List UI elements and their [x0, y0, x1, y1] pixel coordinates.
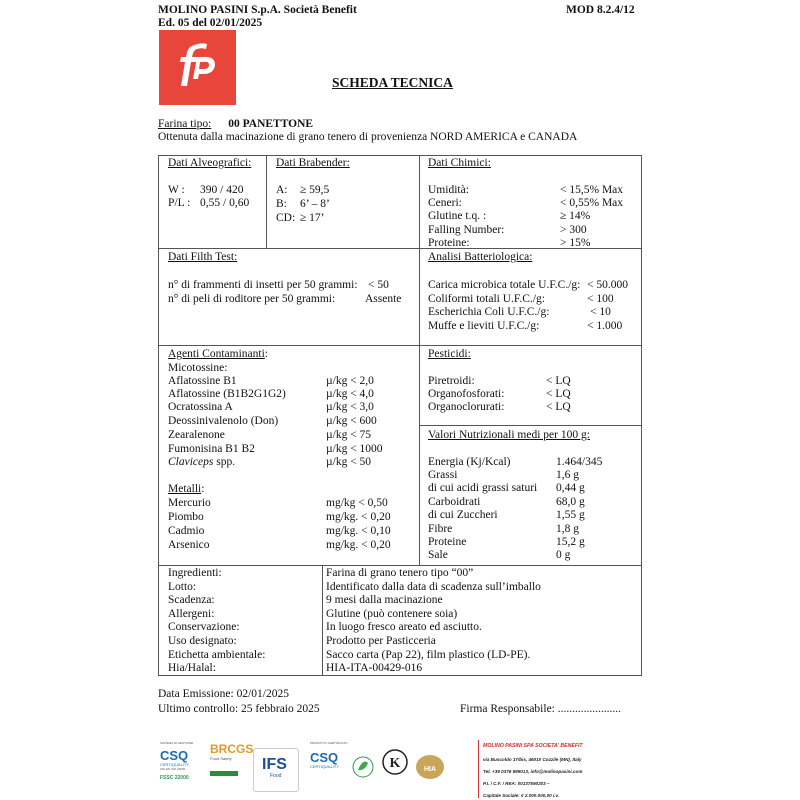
product-type-value: 00 PANETTONE: [228, 118, 314, 130]
ingredienti-label: Lotto:: [168, 581, 197, 593]
nutrizionale-value: 1,6 g: [556, 469, 579, 481]
contaminante-value: µ/kg < 50: [326, 456, 372, 468]
nutrizionale-value: 0 g: [556, 549, 571, 561]
nutrizionale-value: 1,8 g: [556, 523, 579, 535]
nutrizionale-label: Energia (Kj/Kcal): [428, 456, 511, 468]
pesticidi-title: Pesticidi:: [428, 348, 471, 360]
csqa-logo: PRODOTTO CERTIFICATO CSQ CERTIQUALITY: [310, 741, 348, 769]
nutrizionale-label: di cui acidi grassi saturi: [428, 482, 538, 494]
product-type-label: Farina tipo:: [158, 118, 212, 130]
batteriologica-label: Coliformi totali U.F.C./g:: [428, 293, 545, 305]
svg-text:K: K: [389, 756, 401, 771]
ingredienti-value: Farina di grano tenero tipo “00”: [326, 567, 474, 579]
chimici-label: Glutine t.q. :: [428, 210, 487, 222]
ingredienti-value: Glutine (può contenere soia): [326, 608, 458, 620]
batteriologica-value: < 10: [590, 306, 611, 318]
footer-company-info: [483, 742, 583, 800]
leaf-icon: [352, 755, 374, 785]
kosher-icon: [380, 748, 410, 778]
batteriologica-value: < 100: [587, 293, 614, 305]
metallo-value: mg/kg. < 0,20: [326, 511, 391, 523]
filth-label: n° di peli di roditore per 50 grammi:: [168, 293, 336, 305]
company-logo: [159, 30, 236, 105]
chimici-label: Proteine:: [428, 237, 470, 249]
product-type: [158, 118, 313, 131]
chimici-value: ≥ 14%: [560, 210, 591, 222]
chimici-title: Dati Chimici:: [428, 157, 491, 169]
hia-logo: [413, 752, 447, 792]
batteriologica-label: Muffe e lieviti U.F.C./g:: [428, 320, 540, 332]
svg-text:HIA: HIA: [423, 766, 437, 773]
ingredienti-value: Sacco carta (Pap 22), film plastico (LD-PE).: [326, 649, 531, 661]
chimici-value: < 15,5% Max: [560, 184, 624, 196]
hia-icon: [413, 752, 447, 782]
ingredienti-value: In luogo fresco areato ed asciutto.: [326, 621, 482, 633]
metalli-title: Metalli:: [168, 483, 205, 495]
nutrizionale-value: 0,44 g: [556, 482, 585, 494]
contaminante-label: Fumonisina B1 B2: [168, 443, 255, 455]
chimici-value: > 300: [560, 224, 587, 236]
ingredienti-value: HIA-ITA-00429-016: [326, 662, 423, 674]
nutrizionale-label: Carboidrati: [428, 496, 481, 508]
metallo-label: Mercurio: [168, 497, 211, 509]
nutrizionale-value: 1,55 g: [556, 509, 585, 521]
page-title: SCHEDA TECNICA: [332, 75, 453, 90]
metallo-value: mg/kg < 0,50: [326, 497, 388, 509]
kosher-logo: [380, 748, 410, 790]
module-code: MOD 8.2.4/12: [566, 4, 635, 16]
footer-capitale: Capitale Sociale: € 2.000.000,00 i.v.: [483, 793, 560, 798]
chimici-value: > 15%: [560, 237, 591, 249]
contaminante-value: µ/kg < 600: [326, 415, 377, 427]
nutrizionale-label: Fibre: [428, 523, 453, 535]
csqa-fssc-logo: SISTEMA DI GESTIONE CSQ CERTIQUALITY UNI EN ISO 22000 FSSC 22000: [160, 741, 194, 781]
filth-title: Dati Filth Test:: [168, 251, 238, 263]
filth-label: n° di frammenti di insetti per 50 grammi:: [168, 279, 358, 291]
pesticida-label: Piretroidi:: [428, 375, 475, 387]
batteriologica-title: Analisi Batteriologica:: [428, 251, 533, 263]
contaminante-value: µ/kg < 75: [326, 429, 372, 441]
company-name: MOLINO PASINI S.p.A. Società Benefit: [158, 4, 357, 16]
contaminante-label: Claviceps spp.: [168, 456, 236, 468]
contaminanti-title: Agenti Contaminanti:: [168, 348, 268, 360]
ingredienti-label: Etichetta ambientale:: [168, 649, 266, 661]
alveografici-row: W :: [168, 184, 185, 196]
pesticida-label: Organofosforati:: [428, 388, 505, 400]
data-emissione: Data Emissione: 02/01/2025: [158, 688, 289, 700]
brabender-value: ≥ 17’: [300, 212, 325, 224]
edition: Ed. 05 del 02/01/2025: [158, 17, 263, 29]
metallo-label: Arsenico: [168, 539, 210, 551]
ingredienti-value: Prodotto per Pasticceria: [326, 635, 436, 647]
ingredienti-label: Scadenza:: [168, 594, 215, 606]
brabender-value: ≥ 59,5: [300, 184, 330, 196]
pesticida-value: < LQ: [546, 375, 571, 387]
footer-address: via Buscoldo 17/bis, 46010 Cozzile (MN), Italy: [483, 757, 582, 762]
ingredienti-label: Allergeni:: [168, 608, 215, 620]
chimici-label: Ceneri:: [428, 197, 462, 209]
brabender-label: A:: [276, 184, 288, 196]
contaminante-label: Zearalenone: [168, 429, 225, 441]
ingredienti-label: Hia/Halal:: [168, 662, 216, 674]
metallo-value: mg/kg. < 0,10: [326, 525, 391, 537]
product-description: Ottenuta dalla macinazione di grano tenero di provenienza NORD AMERICA e CANADA: [158, 131, 578, 143]
ingredienti-value: Identificato dalla data di scadenza sull’imballo: [326, 581, 541, 593]
ingredienti-value: 9 mesi dalla macinazione: [326, 594, 443, 606]
filth-value: Assente: [365, 293, 402, 305]
nutrizionale-label: Grassi: [428, 469, 458, 481]
contaminante-label: Ocratossina A: [168, 401, 233, 413]
ingredienti-label: Conservazione:: [168, 621, 240, 633]
alveografici-value: 0,55 / 0,60: [200, 197, 250, 209]
contaminante-value: µ/kg < 4,0: [326, 388, 374, 400]
ingredienti-label: Ingredienti:: [168, 567, 222, 579]
contaminante-value: µ/kg < 2,0: [326, 375, 374, 387]
nutrizionale-label: Proteine: [428, 536, 467, 548]
metallo-label: Cadmio: [168, 525, 205, 537]
batteriologica-value: < 50.000: [587, 279, 628, 291]
batteriologica-label: Escherichia Coli U.F.C./g:: [428, 306, 550, 318]
brcgs-logo: BRCGS Food Safety: [210, 742, 250, 792]
footer-contacts: Tel. +39 0376 999013, info@molinopasini.com: [483, 769, 583, 774]
batteriologica-value: < 1.000: [587, 320, 623, 332]
nutrizionale-value: 1.464/345: [556, 456, 603, 468]
metallo-label: Piombo: [168, 511, 204, 523]
alveografici-title: Dati Alveografici:: [168, 157, 252, 169]
nutrizionali-title: Valori Nutrizionali medi per 100 g:: [428, 429, 590, 441]
metallo-value: mg/kg. < 0,20: [326, 539, 391, 551]
footer-piva: P.I. / C.F. / REA: 00137590203 –: [483, 781, 550, 786]
firma-responsabile: Firma Responsabile: ......................: [460, 703, 621, 715]
footer-company-name: MOLINO PASINI SPA SOCIETA' BENEFIT: [483, 743, 583, 749]
brabender-value: 6’ – 8’: [300, 198, 330, 210]
ifs-logo: IFS Food: [253, 748, 299, 792]
filth-value: < 50: [368, 279, 389, 291]
brabender-label: B:: [276, 198, 287, 210]
brabender-label: CD:: [276, 212, 296, 224]
leaf-cert-icon: [352, 755, 374, 785]
contaminante-label: Aflatossine (B1B2G1G2): [168, 388, 286, 400]
contaminante-label: Aflatossine B1: [168, 375, 237, 387]
nutrizionale-label: Sale: [428, 549, 448, 561]
alveografici-value: 390 / 420: [200, 184, 244, 196]
nutrizionale-label: di cui Zuccheri: [428, 509, 498, 521]
ingredienti-label: Uso designato:: [168, 635, 237, 647]
ultimo-controllo: Ultimo controllo: 25 febbraio 2025: [158, 703, 320, 715]
chimici-value: < 0,55% Max: [560, 197, 624, 209]
alveografici-row: P/L :: [168, 197, 191, 209]
brabender-title: Dati Brabender:: [276, 157, 350, 169]
chimici-label: Umidità:: [428, 184, 469, 196]
chimici-label: Falling Number:: [428, 224, 505, 236]
fp-logo-icon: [159, 30, 236, 105]
pesticida-value: < LQ: [546, 401, 571, 413]
pesticida-value: < LQ: [546, 388, 571, 400]
nutrizionale-value: 68,0 g: [556, 496, 585, 508]
contaminante-label: Deossinivalenolo (Don): [168, 415, 279, 427]
nutrizionale-value: 15,2 g: [556, 536, 585, 548]
micotossine-label: Micotossine:: [168, 362, 228, 374]
contaminante-value: µ/kg < 1000: [326, 443, 383, 455]
batteriologica-label: Carica microbica totale U.F.C./g:: [428, 279, 581, 291]
pesticida-label: Organoclorurati:: [428, 401, 505, 413]
contaminante-value: µ/kg < 3,0: [326, 401, 374, 413]
